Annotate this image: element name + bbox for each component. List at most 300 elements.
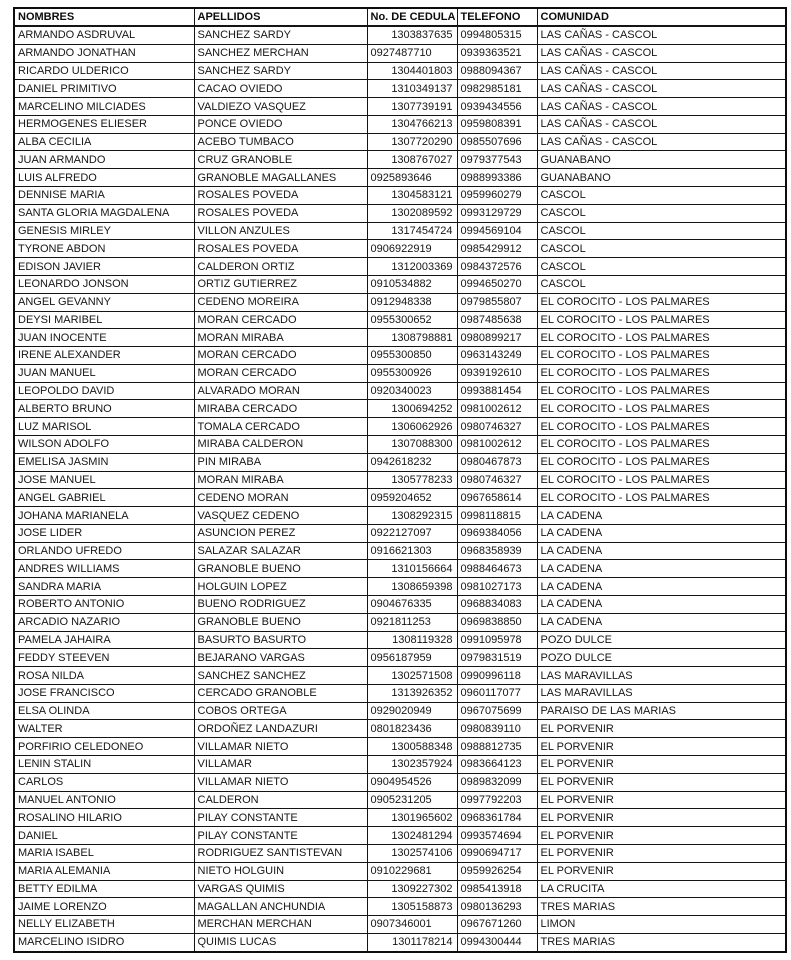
cell-nombres: ROSA NILDA	[14, 667, 194, 685]
cell-nombres: DANIEL PRIMITIVO	[14, 80, 194, 98]
cell-comunidad: POZO DULCE	[537, 649, 786, 667]
cell-comunidad: LA CADENA	[537, 542, 786, 560]
cell-nombres: LUZ MARISOL	[14, 418, 194, 436]
cell-comunidad: LAS CAÑAS - CASCOL	[537, 62, 786, 80]
table-row	[14, 169, 786, 187]
cell-telefono: 0994300444	[457, 933, 537, 952]
cell-telefono: 0985413918	[457, 880, 537, 898]
table-row	[14, 524, 786, 542]
cell-cedula: 1310349137	[367, 80, 457, 98]
cell-apellidos: VARGAS QUIMIS	[194, 880, 367, 898]
cell-nombres: IRENE ALEXANDER	[14, 347, 194, 365]
cell-apellidos: MORAN CERCADO	[194, 364, 367, 382]
cell-comunidad: LA CADENA	[537, 613, 786, 631]
cell-cedula: 1303837635	[367, 26, 457, 44]
cell-telefono: 0994805315	[457, 26, 537, 44]
cell-apellidos: MERCHAN MERCHAN	[194, 916, 367, 934]
cell-telefono: 0990694717	[457, 844, 537, 862]
cell-cedula: 1304766213	[367, 115, 457, 133]
cell-cedula: 0904676335	[367, 596, 457, 614]
cell-nombres: ROSALINO HILARIO	[14, 809, 194, 827]
cell-telefono: 0979831519	[457, 649, 537, 667]
cell-apellidos: VALDIEZO VASQUEZ	[194, 98, 367, 116]
table-row	[14, 151, 786, 169]
cell-apellidos: QUIMIS LUCAS	[194, 933, 367, 952]
cell-cedula: 1302357924	[367, 756, 457, 774]
cell-nombres: WILSON ADOLFO	[14, 435, 194, 453]
cell-telefono: 0981027173	[457, 578, 537, 596]
cell-nombres: ALBA CECILIA	[14, 133, 194, 151]
cell-telefono: 0967658614	[457, 489, 537, 507]
cell-apellidos: MORAN MIRABA	[194, 329, 367, 347]
cell-apellidos: VILLAMAR	[194, 756, 367, 774]
cell-telefono: 0989832099	[457, 773, 537, 791]
table-row	[14, 898, 786, 916]
table-row	[14, 560, 786, 578]
cell-cedula: 1305778233	[367, 471, 457, 489]
cell-comunidad: CASCOL	[537, 204, 786, 222]
cell-telefono: 0998118815	[457, 507, 537, 525]
table-row	[14, 204, 786, 222]
cell-apellidos: CALDERON	[194, 791, 367, 809]
cell-apellidos: CACAO OVIEDO	[194, 80, 367, 98]
table-row	[14, 489, 786, 507]
cell-cedula: 1309227302	[367, 880, 457, 898]
cell-apellidos: ASUNCION PEREZ	[194, 524, 367, 542]
cell-apellidos: RODRIGUEZ SANTISTEVAN	[194, 844, 367, 862]
cell-nombres: JOSE FRANCISCO	[14, 684, 194, 702]
cell-nombres: JUAN MANUEL	[14, 364, 194, 382]
table-row	[14, 275, 786, 293]
cell-comunidad: EL PORVENIR	[537, 862, 786, 880]
cell-cedula: 0905231205	[367, 791, 457, 809]
cell-nombres: ANGEL GABRIEL	[14, 489, 194, 507]
cell-nombres: ELSA OLINDA	[14, 702, 194, 720]
table-row	[14, 329, 786, 347]
cell-telefono: 0963143249	[457, 347, 537, 365]
cell-comunidad: EL COROCITO - LOS PALMARES	[537, 382, 786, 400]
table-row	[14, 98, 786, 116]
cell-nombres: MARCELINO MILCIADES	[14, 98, 194, 116]
cell-comunidad: EL PORVENIR	[537, 844, 786, 862]
table-row	[14, 738, 786, 756]
cell-apellidos: BUENO RODRIGUEZ	[194, 596, 367, 614]
table-row	[14, 613, 786, 631]
cell-nombres: JOSE MANUEL	[14, 471, 194, 489]
cell-cedula: 1302089592	[367, 204, 457, 222]
cell-nombres: ORLANDO UFREDO	[14, 542, 194, 560]
cell-telefono: 0968358939	[457, 542, 537, 560]
cell-apellidos: TOMALA CERCADO	[194, 418, 367, 436]
cell-nombres: JOSE LIDER	[14, 524, 194, 542]
cell-apellidos: BEJARANO VARGAS	[194, 649, 367, 667]
table-row	[14, 667, 786, 685]
table-row	[14, 311, 786, 329]
cell-apellidos: BASURTO BASURTO	[194, 631, 367, 649]
cell-nombres: CARLOS	[14, 773, 194, 791]
cell-nombres: ROBERTO ANTONIO	[14, 596, 194, 614]
cell-comunidad: LIMON	[537, 916, 786, 934]
cell-comunidad: EL PORVENIR	[537, 827, 786, 845]
cell-cedula: 1300694252	[367, 400, 457, 418]
cell-comunidad: EL PORVENIR	[537, 809, 786, 827]
cell-apellidos: PILAY CONSTANTE	[194, 809, 367, 827]
cell-cedula: 1317454724	[367, 222, 457, 240]
table-row	[14, 382, 786, 400]
table-row	[14, 596, 786, 614]
cell-cedula: 0959204652	[367, 489, 457, 507]
table-row	[14, 400, 786, 418]
table-row	[14, 720, 786, 738]
header-row	[14, 8, 786, 26]
cell-nombres: LENIN STALIN	[14, 756, 194, 774]
cell-comunidad: GUANABANO	[537, 169, 786, 187]
table-row	[14, 880, 786, 898]
cell-apellidos: ROSALES POVEDA	[194, 204, 367, 222]
cell-comunidad: TRES MARIAS	[537, 898, 786, 916]
cell-cedula: 0906922919	[367, 240, 457, 258]
cell-telefono: 0982985181	[457, 80, 537, 98]
cell-telefono: 0980467873	[457, 453, 537, 471]
cell-apellidos: GRANOBLE MAGALLANES	[194, 169, 367, 187]
cell-apellidos: ROSALES POVEDA	[194, 240, 367, 258]
table-row	[14, 471, 786, 489]
cell-comunidad: LA CADENA	[537, 596, 786, 614]
cell-apellidos: MORAN CERCADO	[194, 311, 367, 329]
table-header	[14, 8, 786, 26]
table-row	[14, 578, 786, 596]
cell-apellidos: ORTIZ GUTIERREZ	[194, 275, 367, 293]
table-row	[14, 258, 786, 276]
cell-nombres: JAIME LORENZO	[14, 898, 194, 916]
cell-cedula: 1308767027	[367, 151, 457, 169]
cell-nombres: LEONARDO JONSON	[14, 275, 194, 293]
cell-apellidos: PONCE OVIEDO	[194, 115, 367, 133]
cell-telefono: 0985507696	[457, 133, 537, 151]
table-row	[14, 631, 786, 649]
cell-telefono: 0939363521	[457, 44, 537, 62]
cell-nombres: ANDRES WILLIAMS	[14, 560, 194, 578]
cell-cedula: 1302481294	[367, 827, 457, 845]
cell-apellidos: HOLGUIN LOPEZ	[194, 578, 367, 596]
cell-nombres: LUIS ALFREDO	[14, 169, 194, 187]
cell-apellidos: NIETO HOLGUIN	[194, 862, 367, 880]
cell-cedula: 1302571508	[367, 667, 457, 685]
cell-telefono: 0984372576	[457, 258, 537, 276]
cell-nombres: ARMANDO JONATHAN	[14, 44, 194, 62]
cell-nombres: MARIA ALEMANIA	[14, 862, 194, 880]
community-roster-table	[13, 7, 787, 953]
cell-cedula: 0904954526	[367, 773, 457, 791]
table-body	[14, 26, 786, 952]
cell-telefono: 0981002612	[457, 435, 537, 453]
cell-comunidad: LAS MARAVILLAS	[537, 667, 786, 685]
cell-nombres: NELLY ELIZABETH	[14, 916, 194, 934]
cell-apellidos: CERCADO GRANOBLE	[194, 684, 367, 702]
cell-comunidad: EL COROCITO - LOS PALMARES	[537, 329, 786, 347]
cell-comunidad: LA CADENA	[537, 524, 786, 542]
cell-nombres: RICARDO ULDERICO	[14, 62, 194, 80]
cell-cedula: 1302574106	[367, 844, 457, 862]
cell-comunidad: TRES MARIAS	[537, 933, 786, 952]
cell-telefono: 0990996118	[457, 667, 537, 685]
cell-comunidad: CASCOL	[537, 258, 786, 276]
cell-comunidad: LAS CAÑAS - CASCOL	[537, 133, 786, 151]
cell-apellidos: VILLON ANZULES	[194, 222, 367, 240]
cell-apellidos: CEDENO MORAN	[194, 489, 367, 507]
cell-telefono: 0980746327	[457, 471, 537, 489]
cell-cedula: 1307088300	[367, 435, 457, 453]
cell-nombres: EDISON JAVIER	[14, 258, 194, 276]
cell-comunidad: EL PORVENIR	[537, 720, 786, 738]
column-header-nombres: NOMBRES	[14, 8, 194, 26]
cell-cedula: 1308119328	[367, 631, 457, 649]
cell-nombres: SANDRA MARIA	[14, 578, 194, 596]
cell-apellidos: SALAZAR SALAZAR	[194, 542, 367, 560]
column-header-telefono: TELEFONO	[457, 8, 537, 26]
cell-comunidad: EL PORVENIR	[537, 738, 786, 756]
cell-apellidos: SANCHEZ SANCHEZ	[194, 667, 367, 685]
cell-cedula: 1307720290	[367, 133, 457, 151]
cell-comunidad: EL COROCITO - LOS PALMARES	[537, 311, 786, 329]
table-row	[14, 844, 786, 862]
cell-nombres: GENESIS MIRLEY	[14, 222, 194, 240]
cell-cedula: 0955300850	[367, 347, 457, 365]
cell-apellidos: ROSALES POVEDA	[194, 187, 367, 205]
table-row	[14, 187, 786, 205]
cell-nombres: FEDDY STEEVEN	[14, 649, 194, 667]
cell-cedula: 1300588348	[367, 738, 457, 756]
cell-comunidad: LA CADENA	[537, 507, 786, 525]
cell-apellidos: MORAN MIRABA	[194, 471, 367, 489]
cell-telefono: 0959926254	[457, 862, 537, 880]
cell-comunidad: EL COROCITO - LOS PALMARES	[537, 435, 786, 453]
cell-telefono: 0980136293	[457, 898, 537, 916]
cell-telefono: 0980899217	[457, 329, 537, 347]
cell-nombres: HERMOGENES ELIESER	[14, 115, 194, 133]
column-header-comunidad: COMUNIDAD	[537, 8, 786, 26]
cell-comunidad: CASCOL	[537, 275, 786, 293]
cell-apellidos: VILLAMAR NIETO	[194, 773, 367, 791]
cell-cedula: 0929020949	[367, 702, 457, 720]
cell-comunidad: LA CRUCITA	[537, 880, 786, 898]
cell-apellidos: ALVARADO MORAN	[194, 382, 367, 400]
cell-telefono: 0960117077	[457, 684, 537, 702]
cell-nombres: TYRONE ABDON	[14, 240, 194, 258]
table-row	[14, 702, 786, 720]
cell-comunidad: EL COROCITO - LOS PALMARES	[537, 293, 786, 311]
cell-cedula: 0955300926	[367, 364, 457, 382]
cell-nombres: MARIA ISABEL	[14, 844, 194, 862]
cell-nombres: MARCELINO ISIDRO	[14, 933, 194, 952]
cell-comunidad: EL COROCITO - LOS PALMARES	[537, 418, 786, 436]
cell-apellidos: ACEBO TUMBACO	[194, 133, 367, 151]
table-row	[14, 827, 786, 845]
cell-nombres: LEOPOLDO DAVID	[14, 382, 194, 400]
table-row	[14, 222, 786, 240]
cell-cedula: 1312003369	[367, 258, 457, 276]
cell-cedula: 0955300652	[367, 311, 457, 329]
cell-comunidad: EL COROCITO - LOS PALMARES	[537, 471, 786, 489]
cell-apellidos: SANCHEZ SARDY	[194, 26, 367, 44]
cell-nombres: DEYSI MARIBEL	[14, 311, 194, 329]
cell-apellidos: CRUZ GRANOBLE	[194, 151, 367, 169]
table-row	[14, 542, 786, 560]
cell-apellidos: MAGALLAN ANCHUNDIA	[194, 898, 367, 916]
cell-nombres: ARMANDO ASDRUVAL	[14, 26, 194, 44]
cell-apellidos: CEDENO MOREIRA	[194, 293, 367, 311]
cell-cedula: 0956187959	[367, 649, 457, 667]
cell-comunidad: CASCOL	[537, 187, 786, 205]
cell-telefono: 0969384056	[457, 524, 537, 542]
cell-cedula: 0921811253	[367, 613, 457, 631]
cell-comunidad: CASCOL	[537, 222, 786, 240]
cell-telefono: 0968834083	[457, 596, 537, 614]
cell-telefono: 0967075699	[457, 702, 537, 720]
cell-cedula: 0925893646	[367, 169, 457, 187]
cell-nombres: MANUEL ANTONIO	[14, 791, 194, 809]
cell-comunidad: EL COROCITO - LOS PALMARES	[537, 347, 786, 365]
cell-telefono: 0988094367	[457, 62, 537, 80]
cell-telefono: 0981002612	[457, 400, 537, 418]
table-row	[14, 80, 786, 98]
table-row	[14, 418, 786, 436]
cell-telefono: 0967671260	[457, 916, 537, 934]
table-row	[14, 293, 786, 311]
cell-apellidos: COBOS ORTEGA	[194, 702, 367, 720]
cell-apellidos: GRANOBLE BUENO	[194, 560, 367, 578]
table-row	[14, 26, 786, 44]
table-row	[14, 240, 786, 258]
table-row	[14, 809, 786, 827]
cell-cedula: 0801823436	[367, 720, 457, 738]
cell-comunidad: EL PORVENIR	[537, 756, 786, 774]
cell-telefono: 0939192610	[457, 364, 537, 382]
cell-nombres: PAMELA JAHAIRA	[14, 631, 194, 649]
cell-apellidos: CALDERON ORTIZ	[194, 258, 367, 276]
cell-comunidad: EL PORVENIR	[537, 773, 786, 791]
cell-telefono: 0988993386	[457, 169, 537, 187]
cell-telefono: 0980839110	[457, 720, 537, 738]
cell-telefono: 0988464673	[457, 560, 537, 578]
cell-cedula: 0942618232	[367, 453, 457, 471]
cell-cedula: 1308659398	[367, 578, 457, 596]
table-row	[14, 347, 786, 365]
cell-nombres: EMELISA JASMIN	[14, 453, 194, 471]
cell-comunidad: PARAISO DE LAS MARIAS	[537, 702, 786, 720]
cell-telefono: 0959808391	[457, 115, 537, 133]
cell-cedula: 0910229681	[367, 862, 457, 880]
table-row	[14, 773, 786, 791]
table-row	[14, 791, 786, 809]
cell-cedula: 1308798881	[367, 329, 457, 347]
cell-apellidos: PILAY CONSTANTE	[194, 827, 367, 845]
cell-cedula: 1308292315	[367, 507, 457, 525]
cell-nombres: ANGEL GEVANNY	[14, 293, 194, 311]
cell-telefono: 0959960279	[457, 187, 537, 205]
cell-telefono: 0939434556	[457, 98, 537, 116]
cell-cedula: 1310156664	[367, 560, 457, 578]
table-row	[14, 862, 786, 880]
cell-telefono: 0979855807	[457, 293, 537, 311]
cell-telefono: 0983664123	[457, 756, 537, 774]
cell-comunidad: CASCOL	[537, 240, 786, 258]
cell-comunidad: LAS CAÑAS - CASCOL	[537, 115, 786, 133]
cell-telefono: 0993129729	[457, 204, 537, 222]
cell-nombres: DENNISE MARIA	[14, 187, 194, 205]
cell-cedula: 1304583121	[367, 187, 457, 205]
table-row	[14, 364, 786, 382]
cell-telefono: 0997792203	[457, 791, 537, 809]
cell-apellidos: ORDOÑEZ LANDAZURI	[194, 720, 367, 738]
table-row	[14, 133, 786, 151]
table-row	[14, 115, 786, 133]
cell-cedula: 0922127097	[367, 524, 457, 542]
column-header-apellidos: APELLIDOS	[194, 8, 367, 26]
table-row	[14, 684, 786, 702]
cell-nombres: WALTER	[14, 720, 194, 738]
cell-cedula: 0916621303	[367, 542, 457, 560]
cell-apellidos: MIRABA CERCADO	[194, 400, 367, 418]
table-row	[14, 756, 786, 774]
cell-apellidos: GRANOBLE BUENO	[194, 613, 367, 631]
cell-cedula: 1306062926	[367, 418, 457, 436]
cell-comunidad: LA CADENA	[537, 560, 786, 578]
cell-cedula: 0912948338	[367, 293, 457, 311]
cell-comunidad: EL PORVENIR	[537, 791, 786, 809]
table-row	[14, 435, 786, 453]
table-row	[14, 649, 786, 667]
cell-apellidos: SANCHEZ MERCHAN	[194, 44, 367, 62]
cell-apellidos: MIRABA CALDERON	[194, 435, 367, 453]
cell-telefono: 0968361784	[457, 809, 537, 827]
cell-comunidad: EL COROCITO - LOS PALMARES	[537, 489, 786, 507]
cell-comunidad: LAS CAÑAS - CASCOL	[537, 44, 786, 62]
cell-cedula: 0927487710	[367, 44, 457, 62]
cell-cedula: 1313926352	[367, 684, 457, 702]
cell-apellidos: VILLAMAR NIETO	[194, 738, 367, 756]
cell-telefono: 0994650270	[457, 275, 537, 293]
cell-comunidad: GUANABANO	[537, 151, 786, 169]
cell-telefono: 0993574694	[457, 827, 537, 845]
cell-telefono: 0969838850	[457, 613, 537, 631]
cell-comunidad: LAS CAÑAS - CASCOL	[537, 26, 786, 44]
cell-comunidad: LAS MARAVILLAS	[537, 684, 786, 702]
table-row	[14, 453, 786, 471]
cell-cedula: 0907346001	[367, 916, 457, 934]
column-header-cedula: No. DE CEDULA	[367, 8, 457, 26]
cell-nombres: BETTY EDILMA	[14, 880, 194, 898]
cell-comunidad: LAS CAÑAS - CASCOL	[537, 80, 786, 98]
cell-cedula: 1301178214	[367, 933, 457, 952]
cell-nombres: ALBERTO BRUNO	[14, 400, 194, 418]
cell-telefono: 0991095978	[457, 631, 537, 649]
cell-cedula: 1301965602	[367, 809, 457, 827]
cell-telefono: 0988812735	[457, 738, 537, 756]
cell-cedula: 0920340023	[367, 382, 457, 400]
cell-cedula: 1304401803	[367, 62, 457, 80]
cell-apellidos: PIN MIRABA	[194, 453, 367, 471]
cell-telefono: 0985429912	[457, 240, 537, 258]
table-row	[14, 44, 786, 62]
cell-nombres: DANIEL	[14, 827, 194, 845]
table-row	[14, 507, 786, 525]
table-row	[14, 916, 786, 934]
cell-comunidad: EL COROCITO - LOS PALMARES	[537, 400, 786, 418]
cell-apellidos: SANCHEZ SARDY	[194, 62, 367, 80]
cell-telefono: 0987485638	[457, 311, 537, 329]
cell-comunidad: LA CADENA	[537, 578, 786, 596]
